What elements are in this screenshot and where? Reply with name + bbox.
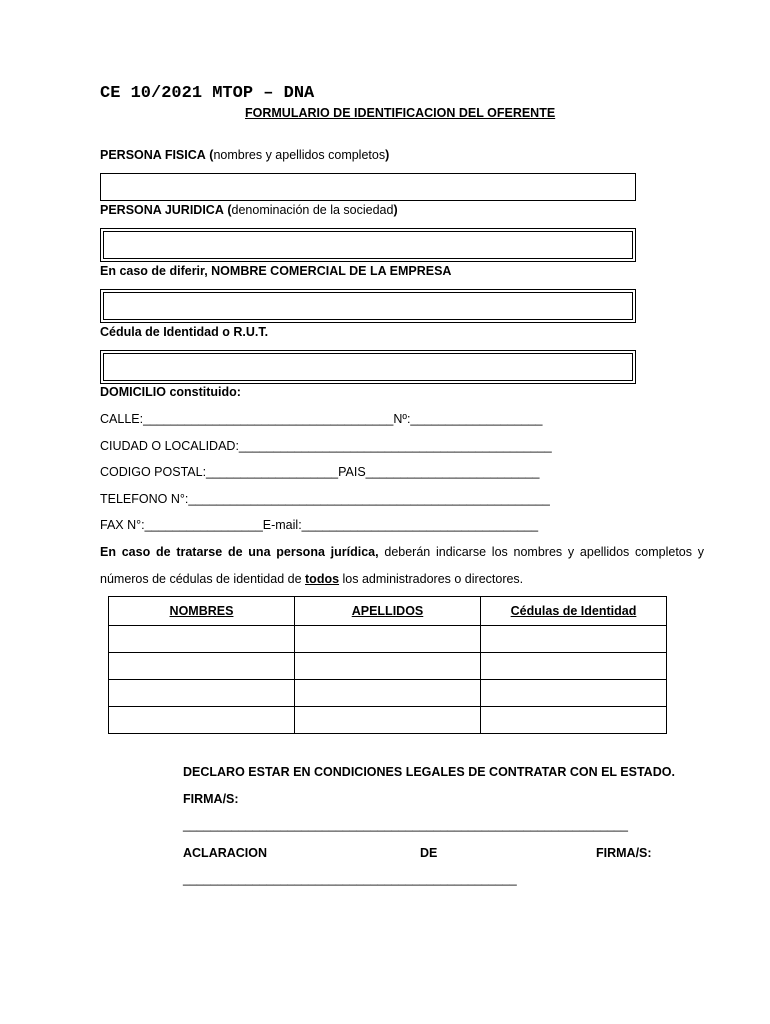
header-nombres: NOMBRES <box>109 597 295 626</box>
table-cell[interactable] <box>109 680 295 707</box>
firma-line[interactable]: ________________________________________________________________ <box>183 818 628 832</box>
aclaracion-de: DE <box>420 846 438 860</box>
juridica-note-line2: números de cédulas de identidad de todos los administradores o directores. <box>100 572 524 586</box>
table-cell[interactable] <box>481 626 667 653</box>
persona-fisica-box <box>100 173 636 201</box>
table-cell[interactable] <box>295 626 481 653</box>
table-cell[interactable] <box>295 680 481 707</box>
table-cell[interactable] <box>295 707 481 734</box>
declaration-text: DECLARO ESTAR EN CONDICIONES LEGALES DE CONTRATAR CON EL ESTADO. <box>183 765 675 779</box>
table-cell[interactable] <box>481 653 667 680</box>
aclaracion-line[interactable]: ________________________________________________ <box>183 872 517 886</box>
juridica-note-line1: En caso de tratarse de una persona jurídica, deberán indicarse los nombres y apellidos completos y <box>100 545 705 559</box>
aclaracion-firma: FIRMA/S: <box>596 846 652 860</box>
ciudad-field[interactable]: CIUDAD O LOCALIDAD:_____________________________________________ <box>100 439 552 453</box>
table-cell[interactable] <box>109 626 295 653</box>
telefono-field[interactable]: TELEFONO N°:____________________________________________________ <box>100 492 550 506</box>
fax-email-field[interactable]: FAX N°:_________________E-mail:__________________________________ <box>100 518 539 532</box>
cedula-input[interactable] <box>103 353 633 381</box>
table-row <box>109 707 667 734</box>
table-cell[interactable] <box>295 653 481 680</box>
persona-fisica-input[interactable] <box>101 174 635 200</box>
persona-juridica-label: PERSONA JURIDICA (denominación de la sociedad) <box>100 203 398 217</box>
nombre-comercial-input[interactable] <box>103 292 633 320</box>
header-apellidos: APELLIDOS <box>295 597 481 626</box>
persona-fisica-label: PERSONA FISICA (nombres y apellidos completos) <box>100 148 390 162</box>
document-code: CE 10/2021 MTOP – DNA <box>100 84 315 103</box>
header-cedulas: Cédulas de Identidad <box>481 597 667 626</box>
table-row <box>109 680 667 707</box>
aclaracion-label: ACLARACION <box>183 846 268 860</box>
calle-field[interactable]: CALLE:____________________________________Nº:___________________ <box>100 412 543 426</box>
persona-juridica-input[interactable] <box>103 231 633 259</box>
administrators-table <box>108 596 667 734</box>
nombre-comercial-label: En caso de diferir, NOMBRE COMERCIAL DE LA EMPRESA <box>100 264 452 278</box>
table-row <box>109 653 667 680</box>
firma-label: FIRMA/S: <box>183 792 239 806</box>
table-cell[interactable] <box>109 653 295 680</box>
cedula-label: Cédula de Identidad o R.U.T. <box>100 325 269 339</box>
table-cell[interactable] <box>481 680 667 707</box>
table-row <box>109 626 667 653</box>
domicilio-heading: DOMICILIO constituido: <box>100 385 241 399</box>
table-cell[interactable] <box>109 707 295 734</box>
nombre-comercial-box <box>100 289 636 323</box>
persona-juridica-box <box>100 228 636 262</box>
codigo-postal-field[interactable]: CODIGO POSTAL:___________________PAIS_________________________ <box>100 465 540 479</box>
form-title: FORMULARIO DE IDENTIFICACION DEL OFERENTE <box>245 106 556 120</box>
table-cell[interactable] <box>481 707 667 734</box>
cedula-box <box>100 350 636 384</box>
